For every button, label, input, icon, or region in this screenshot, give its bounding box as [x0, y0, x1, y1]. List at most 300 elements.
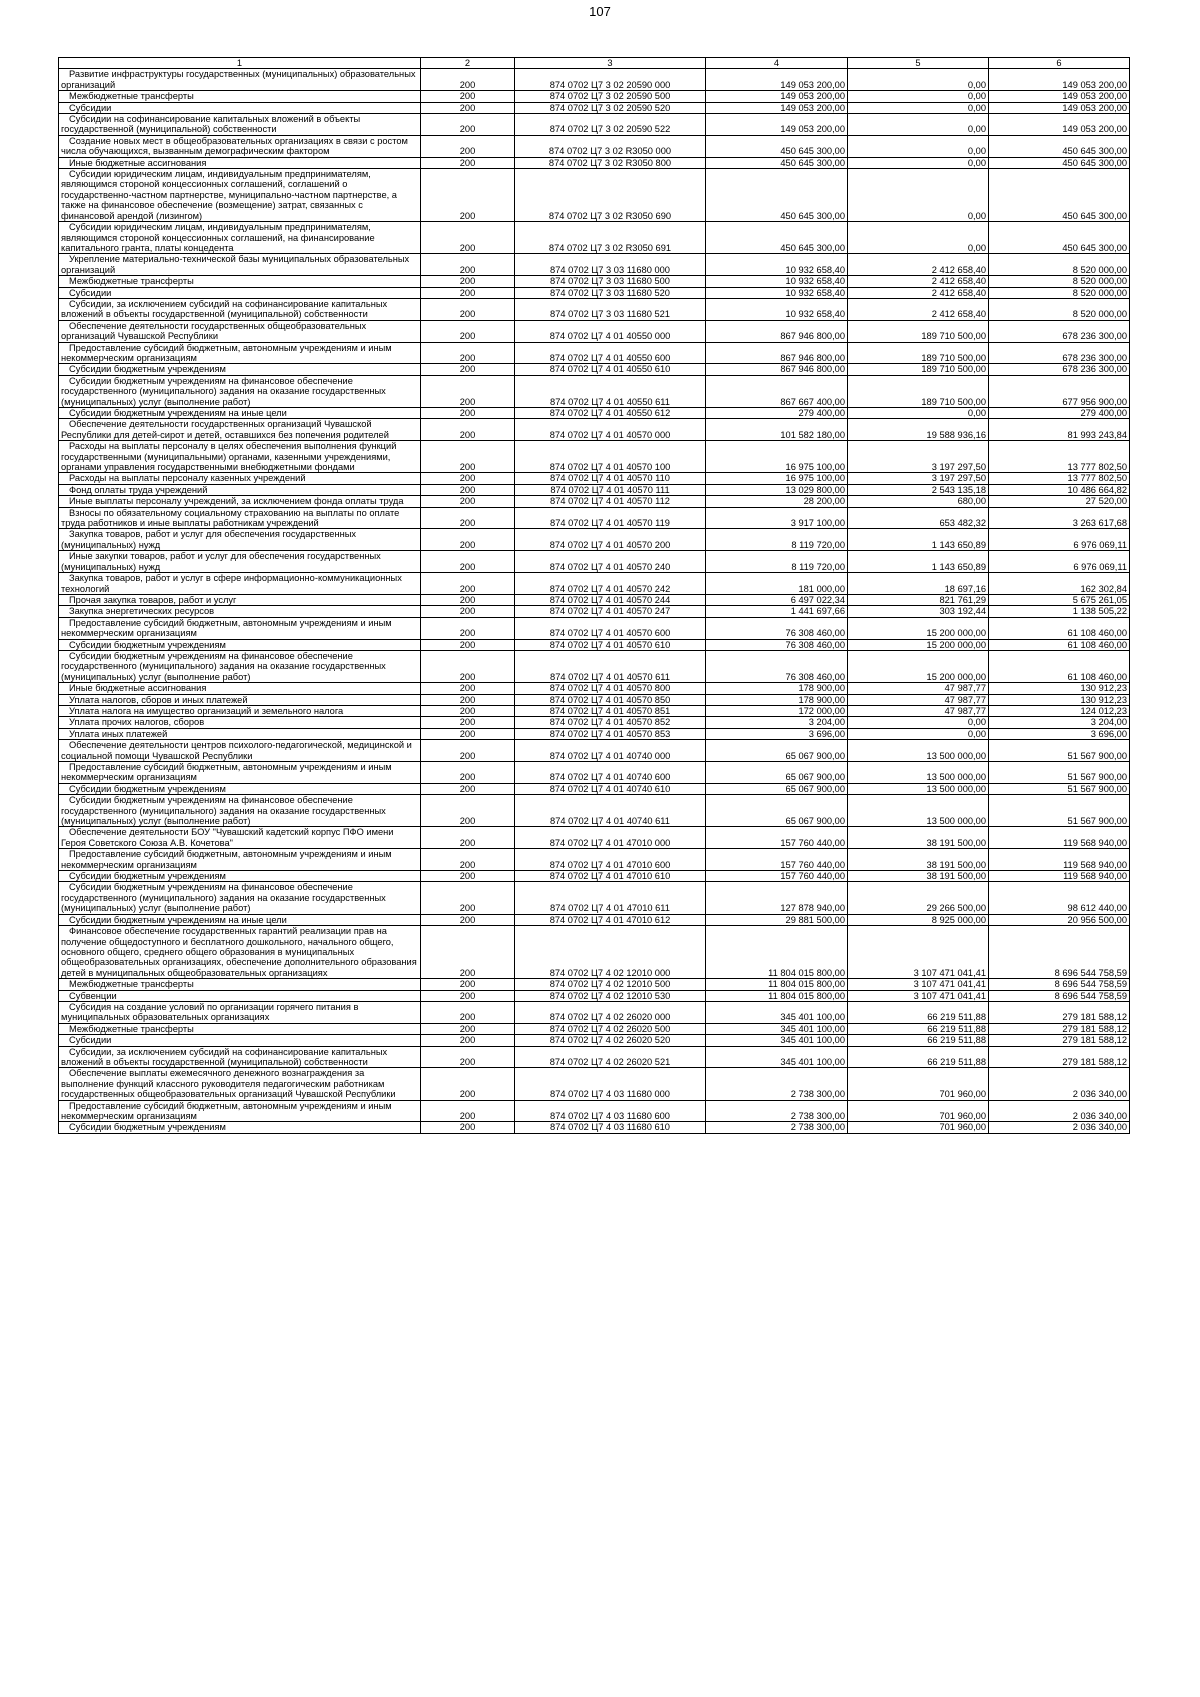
row-value-col5: 303 192,44	[848, 606, 989, 617]
table-row	[59, 882, 1130, 914]
row-name-cell: Субсидии бюджетным учреждениям на иные цели	[59, 914, 421, 925]
row-name-cell: Межбюджетные трансферты	[59, 979, 421, 990]
row-name-cell: Субсидии юридическим лицам, индивидуальным предпринимателям, являющимся стороной концессионных соглашений, соглашений о государственно-частном партнерстве, муниципально-частном партнерстве, а также на финансовое обеспечение (возмещение) затрат, связанных с финансовой арендой (лизингом)	[59, 169, 421, 222]
row-value-col6: 149 053 200,00	[989, 114, 1130, 136]
table-row	[59, 473, 1130, 484]
row-classification-cell: 874 0702 Ц7 3 02 20590 522	[515, 114, 706, 136]
row-value-col4: 867 946 800,00	[706, 364, 848, 375]
table-row	[59, 683, 1130, 694]
row-code-cell: 200	[421, 683, 515, 694]
row-value-col4: 3 917 100,00	[706, 507, 848, 529]
row-classification-cell: 874 0702 Ц7 4 01 40570 240	[515, 551, 706, 573]
row-name-cell: Субсидии	[59, 102, 421, 113]
table-row	[59, 594, 1130, 605]
table-row	[59, 496, 1130, 507]
row-value-col6: 450 645 300,00	[989, 222, 1130, 254]
row-name-cell: Закупка товаров, работ и услуг в сфере информационно-коммуникационных технологий	[59, 573, 421, 595]
table-row	[59, 298, 1130, 320]
row-value-col4: 28 200,00	[706, 496, 848, 507]
row-code-cell: 200	[421, 364, 515, 375]
table-row	[59, 1023, 1130, 1034]
table-row	[59, 484, 1130, 495]
row-code-cell: 200	[421, 375, 515, 407]
row-value-col4: 867 946 800,00	[706, 342, 848, 364]
row-value-col6: 678 236 300,00	[989, 342, 1130, 364]
row-value-col5: 189 710 500,00	[848, 375, 989, 407]
table-row	[59, 783, 1130, 794]
row-value-col5: 2 412 658,40	[848, 287, 989, 298]
row-value-col6: 119 568 940,00	[989, 871, 1130, 882]
row-value-col5: 13 500 000,00	[848, 783, 989, 794]
row-name-cell: Субсидии	[59, 1035, 421, 1046]
row-value-col5: 13 500 000,00	[848, 762, 989, 784]
row-value-col4: 149 053 200,00	[706, 69, 848, 91]
table-row	[59, 507, 1130, 529]
row-value-col4: 8 119 720,00	[706, 529, 848, 551]
row-value-col5: 653 482,32	[848, 507, 989, 529]
table-row	[59, 606, 1130, 617]
row-value-col6: 5 675 261,05	[989, 594, 1130, 605]
table-row	[59, 1068, 1130, 1100]
row-value-col5: 19 588 936,16	[848, 419, 989, 441]
row-classification-cell: 874 0702 Ц7 3 02 R3050 691	[515, 222, 706, 254]
row-value-col6: 130 912,23	[989, 694, 1130, 705]
row-code-cell: 200	[421, 979, 515, 990]
row-code-cell: 200	[421, 617, 515, 639]
row-code-cell: 200	[421, 795, 515, 827]
row-value-col4: 65 067 900,00	[706, 740, 848, 762]
row-classification-cell: 874 0702 Ц7 4 02 26020 520	[515, 1035, 706, 1046]
row-classification-cell: 874 0702 Ц7 4 01 40550 000	[515, 320, 706, 342]
row-code-cell: 200	[421, 871, 515, 882]
row-value-col4: 11 804 015 800,00	[706, 979, 848, 990]
row-code-cell: 200	[421, 694, 515, 705]
row-code-cell: 200	[421, 728, 515, 739]
table-row	[59, 69, 1130, 91]
table-row	[59, 1046, 1130, 1068]
row-name-cell: Субсидии на софинансирование капитальных вложений в объекты государственной (муниципальной) собственности	[59, 114, 421, 136]
row-value-col5: 0,00	[848, 69, 989, 91]
row-value-col6: 279 181 588,12	[989, 1046, 1130, 1068]
row-value-col4: 29 881 500,00	[706, 914, 848, 925]
row-name-cell: Субсидии бюджетным учреждениям	[59, 364, 421, 375]
table-row	[59, 639, 1130, 650]
row-name-cell: Субсидии бюджетным учреждениям	[59, 639, 421, 650]
table-row	[59, 441, 1130, 473]
row-code-cell: 200	[421, 882, 515, 914]
row-classification-cell: 874 0702 Ц7 4 01 40570 111	[515, 484, 706, 495]
column-header: 1	[59, 58, 421, 69]
row-name-cell: Обеспечение деятельности БОУ "Чувашский кадетский корпус ПФО имени Героя Советского Союза А.В. Кочетова"	[59, 827, 421, 849]
row-classification-cell: 874 0702 Ц7 4 01 40570 600	[515, 617, 706, 639]
table-row	[59, 91, 1130, 102]
row-name-cell: Межбюджетные трансферты	[59, 1023, 421, 1034]
row-classification-cell: 874 0702 Ц7 4 01 40570 119	[515, 507, 706, 529]
row-value-col6: 3 696,00	[989, 728, 1130, 739]
row-code-cell: 200	[421, 91, 515, 102]
row-name-cell: Предоставление субсидий бюджетным, автономным учреждениям и иным некоммерческим организациям	[59, 617, 421, 639]
row-name-cell: Создание новых мест в общеобразовательных организациях в связи с ростом числа обучающихся, вызванным демографическим фактором	[59, 135, 421, 157]
row-name-cell: Субвенции	[59, 990, 421, 1001]
row-value-col6: 61 108 460,00	[989, 617, 1130, 639]
row-name-cell: Уплата налогов, сборов и иных платежей	[59, 694, 421, 705]
row-classification-cell: 874 0702 Ц7 4 01 40570 110	[515, 473, 706, 484]
row-code-cell: 200	[421, 762, 515, 784]
row-code-cell: 200	[421, 1100, 515, 1122]
row-classification-cell: 874 0702 Ц7 4 01 40570 000	[515, 419, 706, 441]
row-value-col6: 450 645 300,00	[989, 169, 1130, 222]
row-value-col5: 0,00	[848, 102, 989, 113]
row-value-col6: 13 777 802,50	[989, 473, 1130, 484]
row-value-col5: 47 987,77	[848, 705, 989, 716]
row-value-col4: 157 760 440,00	[706, 849, 848, 871]
row-value-col4: 6 497 022,34	[706, 594, 848, 605]
table-row	[59, 740, 1130, 762]
row-value-col5: 0,00	[848, 157, 989, 168]
row-code-cell: 200	[421, 157, 515, 168]
row-value-col6: 119 568 940,00	[989, 849, 1130, 871]
row-name-cell: Субсидии, за исключением субсидий на софинансирование капитальных вложений в объекты государственной (муниципальной) собственности	[59, 1046, 421, 1068]
row-value-col6: 3 204,00	[989, 717, 1130, 728]
row-code-cell: 200	[421, 705, 515, 716]
row-value-col6: 8 696 544 758,59	[989, 990, 1130, 1001]
row-code-cell: 200	[421, 276, 515, 287]
row-name-cell: Субсидии юридическим лицам, индивидуальным предпринимателям, являющимся стороной концессионных соглашений, на финансирование капитального гранта, платы концедента	[59, 222, 421, 254]
row-name-cell: Укрепление материально-технической базы муниципальных образовательных организаций	[59, 254, 421, 276]
row-name-cell: Субсидии бюджетным учреждениям на финансовое обеспечение государственного (муниципального) задания на оказание государственных (муниципальных) услуг (выполнение работ)	[59, 650, 421, 682]
row-value-col4: 149 053 200,00	[706, 91, 848, 102]
table-row	[59, 287, 1130, 298]
row-code-cell: 200	[421, 1001, 515, 1023]
row-classification-cell: 874 0702 Ц7 4 03 11680 600	[515, 1100, 706, 1122]
row-code-cell: 200	[421, 783, 515, 794]
row-value-col5: 189 710 500,00	[848, 342, 989, 364]
row-classification-cell: 874 0702 Ц7 3 02 R3050 690	[515, 169, 706, 222]
row-name-cell: Предоставление субсидий бюджетным, автономным учреждениям и иным некоммерческим организациям	[59, 1100, 421, 1122]
row-name-cell: Субсидии бюджетным учреждениям на финансовое обеспечение государственного (муниципального) задания на оказание государственных (муниципальных) услуг (выполнение работ)	[59, 375, 421, 407]
row-name-cell: Закупка товаров, работ и услуг для обеспечения государственных (муниципальных) нужд	[59, 529, 421, 551]
row-name-cell: Закупка энергетических ресурсов	[59, 606, 421, 617]
row-value-col5: 189 710 500,00	[848, 364, 989, 375]
row-value-col5: 15 200 000,00	[848, 639, 989, 650]
table-row	[59, 795, 1130, 827]
row-value-col5: 701 960,00	[848, 1068, 989, 1100]
table-row	[59, 573, 1130, 595]
row-value-col6: 279 400,00	[989, 408, 1130, 419]
row-code-cell: 200	[421, 639, 515, 650]
row-value-col4: 149 053 200,00	[706, 102, 848, 113]
row-code-cell: 200	[421, 650, 515, 682]
column-header: 3	[515, 58, 706, 69]
row-value-col6: 162 302,84	[989, 573, 1130, 595]
row-name-cell: Предоставление субсидий бюджетным, автономным учреждениям и иным некоммерческим организациям	[59, 762, 421, 784]
row-classification-cell: 874 0702 Ц7 4 01 40740 600	[515, 762, 706, 784]
row-value-col6: 8 520 000,00	[989, 287, 1130, 298]
row-value-col6: 6 976 069,11	[989, 551, 1130, 573]
row-code-cell: 200	[421, 441, 515, 473]
row-value-col4: 1 441 697,66	[706, 606, 848, 617]
row-code-cell: 200	[421, 169, 515, 222]
row-value-col4: 10 932 658,40	[706, 287, 848, 298]
row-name-cell: Субсидии бюджетным учреждениям	[59, 783, 421, 794]
row-value-col5: 1 143 650,89	[848, 551, 989, 573]
row-code-cell: 200	[421, 1035, 515, 1046]
row-value-col6: 10 486 664,82	[989, 484, 1130, 495]
row-value-col4: 345 401 100,00	[706, 1046, 848, 1068]
row-code-cell: 200	[421, 419, 515, 441]
row-classification-cell: 874 0702 Ц7 4 01 40570 851	[515, 705, 706, 716]
row-value-col4: 345 401 100,00	[706, 1023, 848, 1034]
row-classification-cell: 874 0702 Ц7 4 01 40570 244	[515, 594, 706, 605]
row-classification-cell: 874 0702 Ц7 4 01 47010 000	[515, 827, 706, 849]
row-value-col4: 3 696,00	[706, 728, 848, 739]
row-classification-cell: 874 0702 Ц7 4 01 40740 000	[515, 740, 706, 762]
row-code-cell: 200	[421, 551, 515, 573]
row-code-cell: 200	[421, 1023, 515, 1034]
table-row	[59, 1122, 1130, 1133]
row-value-col6: 6 976 069,11	[989, 529, 1130, 551]
row-classification-cell: 874 0702 Ц7 4 01 40550 611	[515, 375, 706, 407]
row-code-cell: 200	[421, 342, 515, 364]
row-value-col5: 0,00	[848, 114, 989, 136]
table-row	[59, 1100, 1130, 1122]
row-classification-cell: 874 0702 Ц7 4 02 12010 530	[515, 990, 706, 1001]
row-value-col6: 119 568 940,00	[989, 827, 1130, 849]
table-row	[59, 827, 1130, 849]
row-classification-cell: 874 0702 Ц7 3 02 20590 520	[515, 102, 706, 113]
row-name-cell: Предоставление субсидий бюджетным, автономным учреждениям и иным некоммерческим организациям	[59, 849, 421, 871]
row-code-cell: 200	[421, 320, 515, 342]
row-value-col6: 2 036 340,00	[989, 1122, 1130, 1133]
row-classification-cell: 874 0702 Ц7 4 01 40570 850	[515, 694, 706, 705]
table-row	[59, 979, 1130, 990]
row-classification-cell: 874 0702 Ц7 4 01 40570 852	[515, 717, 706, 728]
row-value-col5: 66 219 511,88	[848, 1023, 989, 1034]
table-row	[59, 849, 1130, 871]
row-value-col6: 81 993 243,84	[989, 419, 1130, 441]
row-classification-cell: 874 0702 Ц7 3 02 R3050 000	[515, 135, 706, 157]
row-value-col4: 11 804 015 800,00	[706, 926, 848, 979]
row-classification-cell: 874 0702 Ц7 4 01 40570 610	[515, 639, 706, 650]
row-value-col5: 47 987,77	[848, 683, 989, 694]
row-value-col4: 13 029 800,00	[706, 484, 848, 495]
table-row	[59, 1035, 1130, 1046]
row-classification-cell: 874 0702 Ц7 4 01 40570 242	[515, 573, 706, 595]
row-value-col6: 8 696 544 758,59	[989, 926, 1130, 979]
row-name-cell: Субсидия на создание условий по организации горячего питания в муниципальных образовательных организациях	[59, 1001, 421, 1023]
row-value-col4: 450 645 300,00	[706, 169, 848, 222]
table-row	[59, 135, 1130, 157]
row-code-cell: 200	[421, 222, 515, 254]
table-row	[59, 364, 1130, 375]
row-value-col6: 61 108 460,00	[989, 639, 1130, 650]
row-value-col5: 3 197 297,50	[848, 441, 989, 473]
row-value-col5: 2 412 658,40	[848, 276, 989, 287]
row-name-cell: Уплата иных платежей	[59, 728, 421, 739]
row-name-cell: Межбюджетные трансферты	[59, 91, 421, 102]
row-value-col5: 47 987,77	[848, 694, 989, 705]
row-classification-cell: 874 0702 Ц7 4 01 40570 247	[515, 606, 706, 617]
row-classification-cell: 874 0702 Ц7 4 01 40570 200	[515, 529, 706, 551]
row-value-col5: 38 191 500,00	[848, 871, 989, 882]
row-value-col4: 450 645 300,00	[706, 222, 848, 254]
row-value-col6: 51 567 900,00	[989, 795, 1130, 827]
row-value-col4: 2 738 300,00	[706, 1122, 848, 1133]
row-value-col5: 13 500 000,00	[848, 740, 989, 762]
row-value-col5: 38 191 500,00	[848, 849, 989, 871]
row-classification-cell: 874 0702 Ц7 3 03 11680 520	[515, 287, 706, 298]
row-name-cell: Обеспечение деятельности государственных организаций Чувашской Республики для детей-сирот и детей, оставшихся без попечения родителей	[59, 419, 421, 441]
row-code-cell: 200	[421, 914, 515, 925]
table-row	[59, 529, 1130, 551]
row-value-col5: 0,00	[848, 169, 989, 222]
table-row	[59, 320, 1130, 342]
row-value-col6: 279 181 588,12	[989, 1001, 1130, 1023]
row-value-col6: 279 181 588,12	[989, 1035, 1130, 1046]
row-classification-cell: 874 0702 Ц7 4 02 12010 000	[515, 926, 706, 979]
row-classification-cell: 874 0702 Ц7 4 01 40570 100	[515, 441, 706, 473]
row-value-col5: 0,00	[848, 717, 989, 728]
row-value-col5: 189 710 500,00	[848, 320, 989, 342]
row-name-cell: Иные выплаты персоналу учреждений, за исключением фонда оплаты труда	[59, 496, 421, 507]
row-name-cell: Взносы по обязательному социальному страхованию на выплаты по оплате труда работников и иные выплаты работникам учреждений	[59, 507, 421, 529]
table-row	[59, 705, 1130, 716]
row-classification-cell: 874 0702 Ц7 4 01 40740 610	[515, 783, 706, 794]
row-name-cell: Финансовое обеспечение государственных гарантий реализации прав на получение общедоступного и бесплатного дошкольного, начального общего, основного общего, среднего общего образования в муниципальных общеобразовательных организациях, обеспечение дополнительного образования детей в муниципальных общеобразовательных организациях	[59, 926, 421, 979]
row-value-col4: 2 738 300,00	[706, 1068, 848, 1100]
row-value-col5: 2 543 135,18	[848, 484, 989, 495]
table-row	[59, 650, 1130, 682]
row-value-col6: 678 236 300,00	[989, 364, 1130, 375]
row-code-cell: 200	[421, 926, 515, 979]
row-classification-cell: 874 0702 Ц7 4 01 47010 610	[515, 871, 706, 882]
row-value-col6: 1 138 505,22	[989, 606, 1130, 617]
row-value-col6: 98 612 440,00	[989, 882, 1130, 914]
row-value-col5: 3 107 471 041,41	[848, 926, 989, 979]
table-row	[59, 222, 1130, 254]
row-classification-cell: 874 0702 Ц7 4 01 40550 600	[515, 342, 706, 364]
row-value-col5: 1 143 650,89	[848, 529, 989, 551]
row-value-col5: 3 107 471 041,41	[848, 979, 989, 990]
row-name-cell: Субсидии бюджетным учреждениям	[59, 1122, 421, 1133]
row-classification-cell: 874 0702 Ц7 3 02 20590 000	[515, 69, 706, 91]
row-value-col4: 867 667 400,00	[706, 375, 848, 407]
row-classification-cell: 874 0702 Ц7 4 02 12010 500	[515, 979, 706, 990]
row-name-cell: Прочая закупка товаров, работ и услуг	[59, 594, 421, 605]
row-name-cell: Иные бюджетные ассигнования	[59, 157, 421, 168]
row-name-cell: Обеспечение деятельности государственных общеобразовательных организаций Чувашской Республики	[59, 320, 421, 342]
row-code-cell: 200	[421, 287, 515, 298]
row-value-col4: 16 975 100,00	[706, 473, 848, 484]
row-code-cell: 200	[421, 1046, 515, 1068]
row-name-cell: Субсидии бюджетным учреждениям	[59, 871, 421, 882]
row-name-cell: Субсидии, за исключением субсидий на софинансирование капитальных вложений в объекты государственной (муниципальной) собственности	[59, 298, 421, 320]
row-value-col4: 279 400,00	[706, 408, 848, 419]
row-value-col6: 20 956 500,00	[989, 914, 1130, 925]
row-name-cell: Расходы на выплаты персоналу в целях обеспечения выполнения функций государственными (муниципальными) органами, казенными учреждениями, органами управления государственными внебюджетными фондами	[59, 441, 421, 473]
row-code-cell: 200	[421, 717, 515, 728]
row-value-col5: 701 960,00	[848, 1100, 989, 1122]
row-classification-cell: 874 0702 Ц7 4 01 40570 853	[515, 728, 706, 739]
row-value-col5: 3 197 297,50	[848, 473, 989, 484]
row-value-col6: 2 036 340,00	[989, 1068, 1130, 1100]
table-row	[59, 114, 1130, 136]
row-code-cell: 200	[421, 507, 515, 529]
row-code-cell: 200	[421, 573, 515, 595]
row-code-cell: 200	[421, 594, 515, 605]
row-code-cell: 200	[421, 827, 515, 849]
table-row	[59, 157, 1130, 168]
row-classification-cell: 874 0702 Ц7 4 03 11680 610	[515, 1122, 706, 1133]
row-value-col4: 157 760 440,00	[706, 827, 848, 849]
row-value-col5: 15 200 000,00	[848, 650, 989, 682]
row-value-col5: 2 412 658,40	[848, 298, 989, 320]
row-value-col6: 27 520,00	[989, 496, 1130, 507]
row-code-cell: 200	[421, 69, 515, 91]
row-value-col6: 677 956 900,00	[989, 375, 1130, 407]
row-name-cell: Иные закупки товаров, работ и услуг для обеспечения государственных (муниципальных) нужд	[59, 551, 421, 573]
row-classification-cell: 874 0702 Ц7 3 03 11680 000	[515, 254, 706, 276]
row-value-col5: 821 761,29	[848, 594, 989, 605]
table-row	[59, 102, 1130, 113]
row-classification-cell: 874 0702 Ц7 4 01 47010 611	[515, 882, 706, 914]
row-classification-cell: 874 0702 Ц7 4 01 40550 612	[515, 408, 706, 419]
column-header: 5	[848, 58, 989, 69]
row-classification-cell: 874 0702 Ц7 4 01 40740 611	[515, 795, 706, 827]
row-value-col6: 279 181 588,12	[989, 1023, 1130, 1034]
row-value-col6: 61 108 460,00	[989, 650, 1130, 682]
row-value-col5: 0,00	[848, 222, 989, 254]
row-value-col4: 10 932 658,40	[706, 298, 848, 320]
row-name-cell: Иные бюджетные ассигнования	[59, 683, 421, 694]
row-classification-cell: 874 0702 Ц7 4 02 26020 521	[515, 1046, 706, 1068]
row-value-col4: 65 067 900,00	[706, 762, 848, 784]
row-name-cell: Расходы на выплаты персоналу казенных учреждений	[59, 473, 421, 484]
row-code-cell: 200	[421, 1068, 515, 1100]
table-row	[59, 276, 1130, 287]
row-value-col4: 157 760 440,00	[706, 871, 848, 882]
row-code-cell: 200	[421, 740, 515, 762]
row-value-col5: 18 697,16	[848, 573, 989, 595]
row-value-col5: 66 219 511,88	[848, 1001, 989, 1023]
row-value-col5: 701 960,00	[848, 1122, 989, 1133]
table-row	[59, 375, 1130, 407]
row-value-col4: 345 401 100,00	[706, 1001, 848, 1023]
row-value-col6: 149 053 200,00	[989, 102, 1130, 113]
row-value-col4: 3 204,00	[706, 717, 848, 728]
row-name-cell: Межбюджетные трансферты	[59, 276, 421, 287]
row-value-col4: 181 000,00	[706, 573, 848, 595]
row-value-col6: 8 520 000,00	[989, 298, 1130, 320]
row-name-cell: Субсидии бюджетным учреждениям на финансовое обеспечение государственного (муниципального) задания на оказание государственных (муниципальных) услуг (выполнение работ)	[59, 882, 421, 914]
table-row	[59, 551, 1130, 573]
row-code-cell: 200	[421, 484, 515, 495]
table-row	[59, 717, 1130, 728]
row-classification-cell: 874 0702 Ц7 4 01 40570 112	[515, 496, 706, 507]
row-code-cell: 200	[421, 606, 515, 617]
table-body	[59, 69, 1130, 1133]
row-name-cell: Обеспечение деятельности центров психолого-педагогической, медицинской и социальной помощи Чувашской Республики	[59, 740, 421, 762]
table-row	[59, 762, 1130, 784]
row-value-col6: 149 053 200,00	[989, 69, 1130, 91]
row-value-col6: 678 236 300,00	[989, 320, 1130, 342]
row-classification-cell: 874 0702 Ц7 4 01 47010 612	[515, 914, 706, 925]
row-value-col5: 2 412 658,40	[848, 254, 989, 276]
table-row	[59, 926, 1130, 979]
row-code-cell: 200	[421, 496, 515, 507]
row-value-col4: 76 308 460,00	[706, 639, 848, 650]
row-value-col5: 0,00	[848, 91, 989, 102]
